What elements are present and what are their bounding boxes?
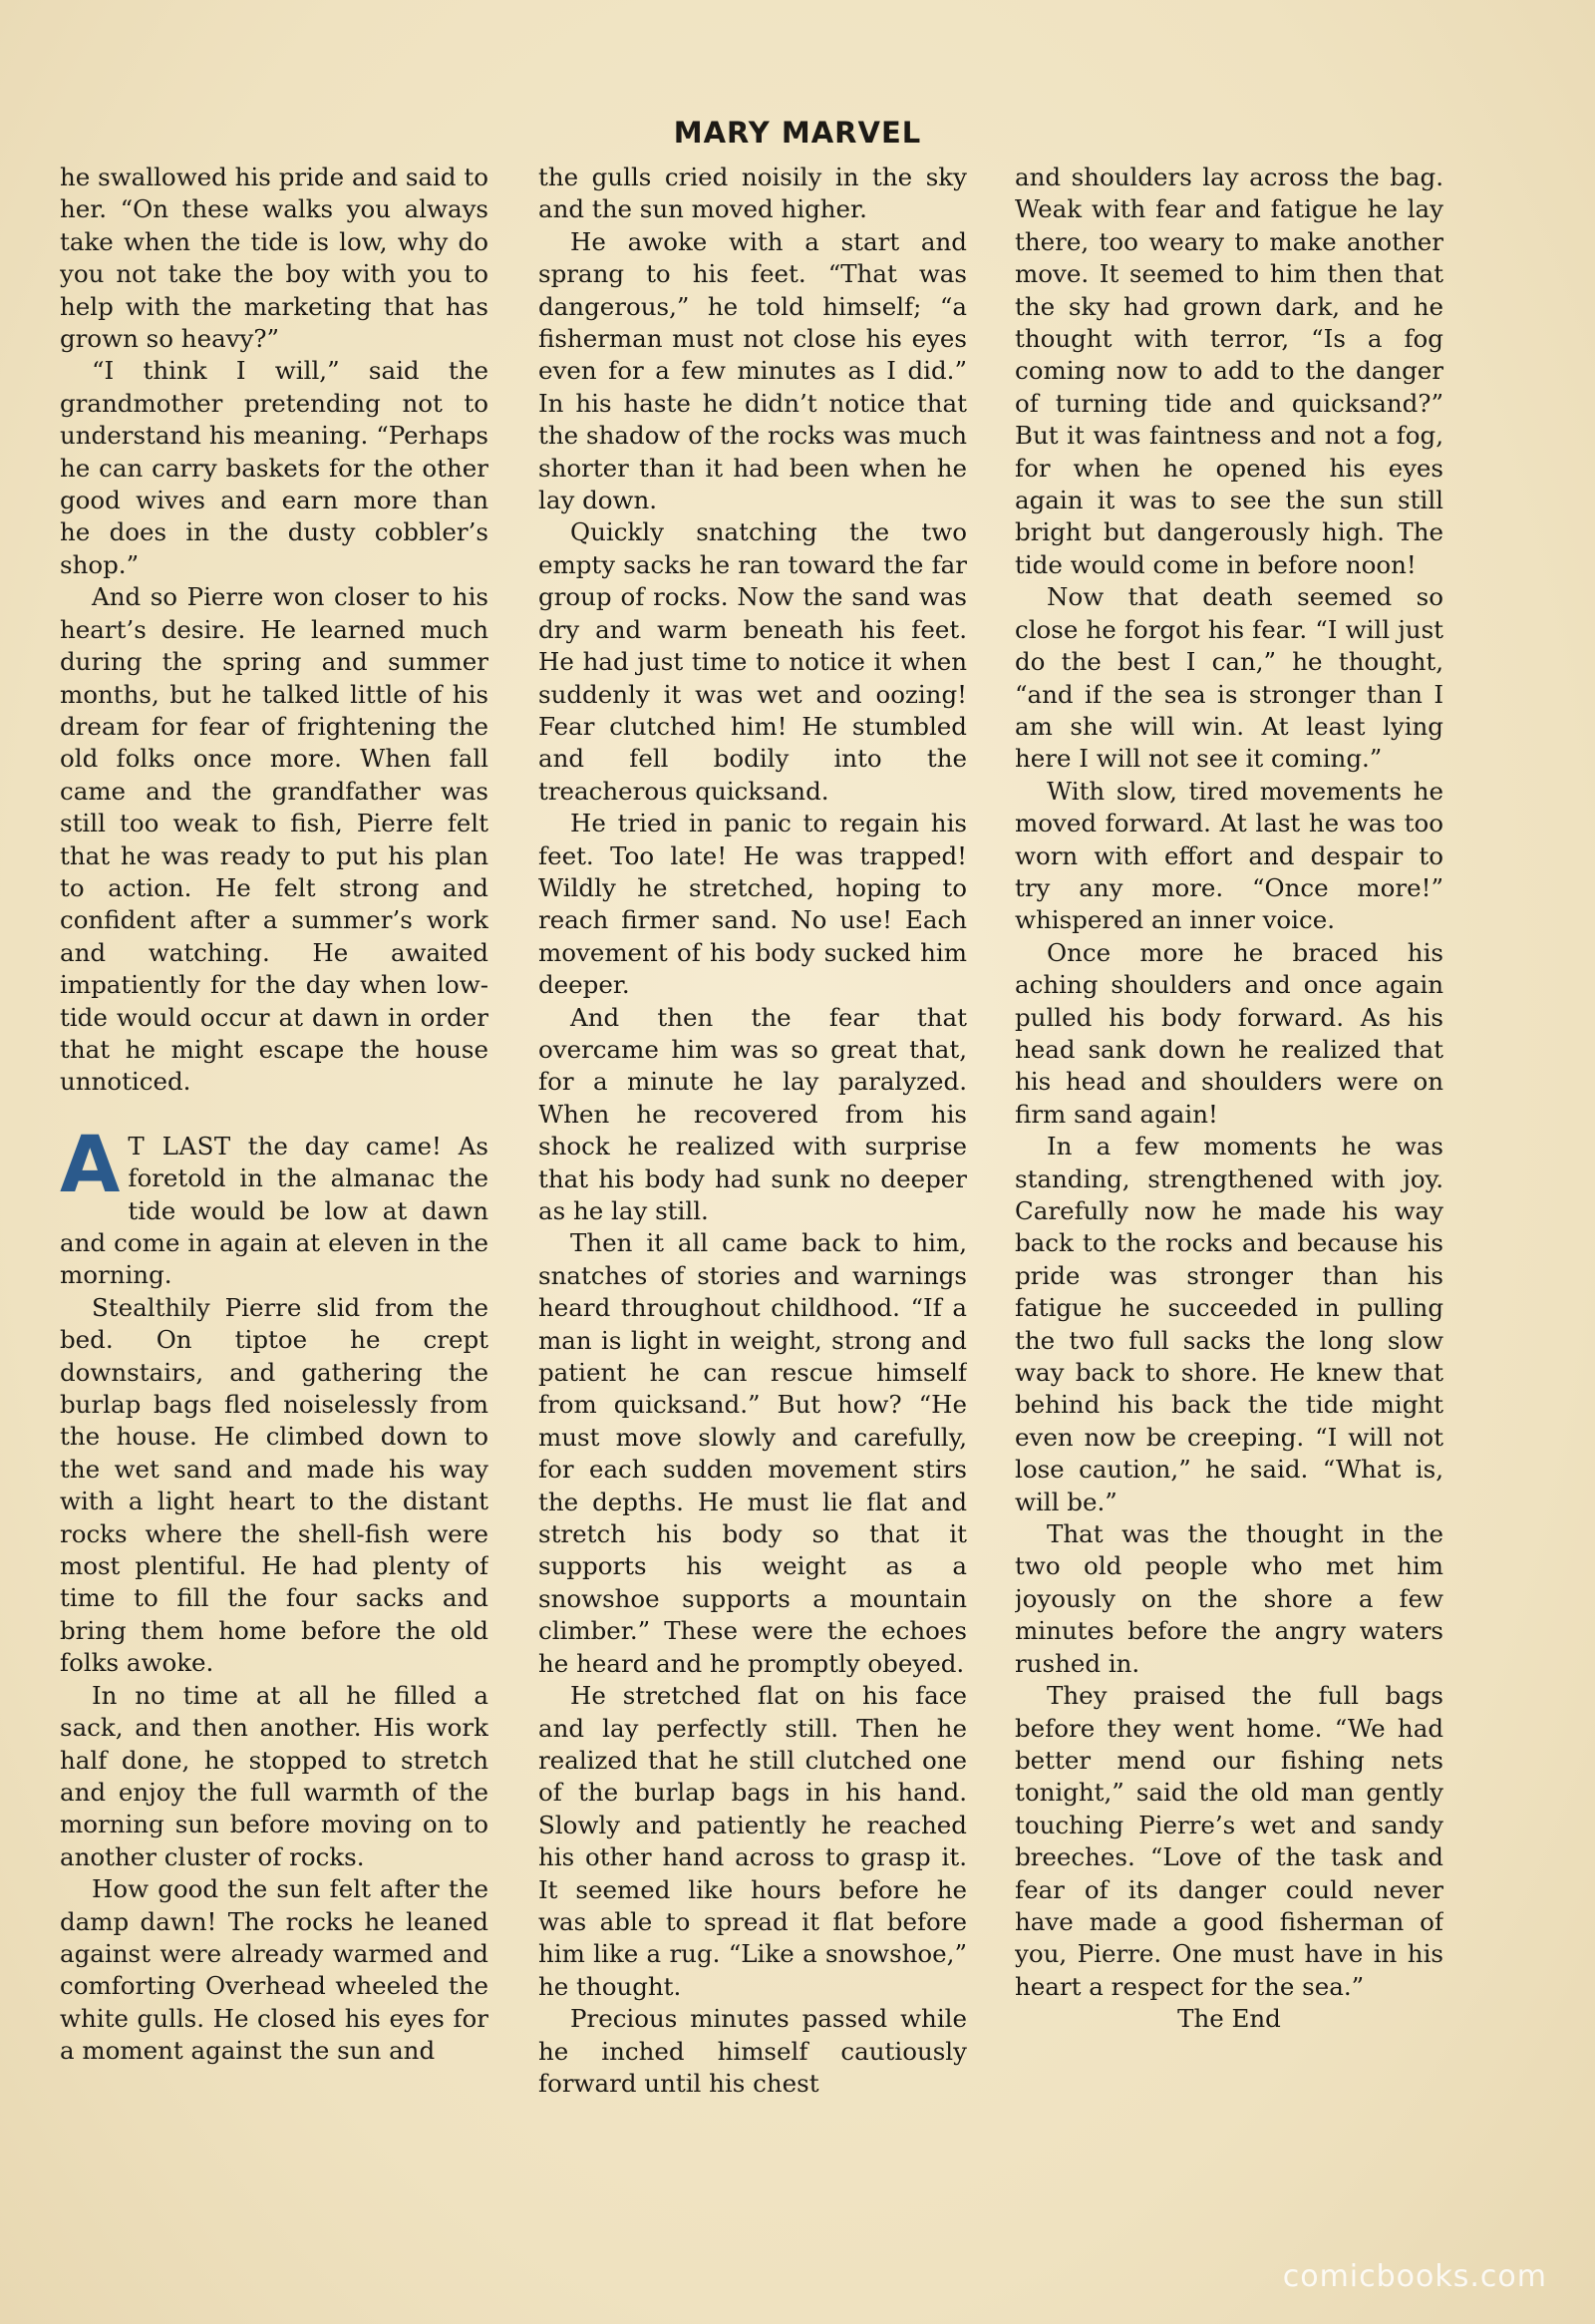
paragraph: And then the fear that overcame him was so great that, for a minute he lay paralyzed. When he recovered from his shock he realized with surprise that his body had sunk no deeper as he lay still. xyxy=(538,1002,967,1225)
site-watermark: comicbooks.com xyxy=(1282,2259,1547,2294)
paragraph: They praised the full bags before they went home. “We had better mend our fishing nets tonight,” said the old man gently touching Pierre’s wet and sandy breeches. “Love of the task and fear of its danger could never have made a good fisherman of you, Pierre. One must have in his heart a respect for the sea.” xyxy=(1015,1681,1443,2001)
paragraph: That was the thought in the two old people who met him joyously on the shore a few minutes before the angry waters rushed in. xyxy=(1015,1519,1443,1678)
paragraph: Once more he braced his aching shoulders and once again pulled his body forward. As his head sank down he realized that his head and shoulders were on firm sand again! xyxy=(1015,937,1443,1129)
paragraph: he swallowed his pride and said to her. “On these walks you always take when the tide is low, why do you not take the boy with you to help with the marketing that has grown so heavy?” xyxy=(60,163,488,354)
paragraph: And so Pierre won closer to his heart’s desire. He learned much during the spring and summer months, but he talked little of his dream for fear of frightening the old folks once more. When fall came and the grandfather was still too weak to fish, Pierre felt that he was ready to put his plan to action. He felt strong and confident after a summer’s work and watching. He awaited impatiently for the day when low-tide would occur at dawn in order that he might escape the house unnoticed. xyxy=(60,582,488,1097)
paragraph: In a few moments he was standing, strengthened with joy. Carefully now he made his way back to the rocks and because his pride was stronger than his fatigue he succeeded in pulling the two full sacks the long slow way back to shore. He knew that behind his back the tide might even now be creeping. “I will not lose caution,” he said. “What is, will be.” xyxy=(1015,1132,1443,1516)
text-column-1 xyxy=(60,162,488,2235)
paragraph-rest: the day came! As foretold in the almanac the tide would be low at dawn and come in again at eleven in the morning. xyxy=(60,1131,488,1290)
paragraph: How good the sun felt after the damp dawn! The rocks he leaned against were already warmed and comforting Overhead wheeled the white gulls. He closed his eyes for a moment against the sun and xyxy=(60,1874,488,2066)
paragraph: the gulls cried noisily in the sky and the sun moved higher. xyxy=(538,163,967,224)
paragraph: In no time at all he filled a sack, and then another. His work half done, he stopped to stretch and enjoy the full warmth of the morning sun before moving on to another cluster of rocks. xyxy=(60,1680,488,1871)
text-column-3 xyxy=(1015,162,1443,2235)
paragraph: and shoulders lay across the bag. Weak with fear and fatigue he lay there, too weary to make another move. It seemed to him then that the sky had grown dark, and he thought with terror, “Is a fog coming now to add to the danger of turning tide and quicksand?” But it was faintness and not a fog, for when he opened his eyes again it was to see the sun still bright but dangerously high. The tide would come in before noon! xyxy=(1015,163,1443,579)
paragraph: “I think I will,” said the grandmother pretending not to understand his meaning. “Perhaps he can carry baskets for the other good wives and earn more than he does in the dusty cobbler’s shop.” xyxy=(60,356,488,579)
paragraph-with-dropcap xyxy=(60,1120,488,1292)
dropcap-lead-text: T LAST xyxy=(128,1131,231,1161)
page-header: MARY MARVEL xyxy=(673,116,922,150)
paragraph: Quickly snatching the two empty sacks he ran toward the far group of rocks. Now the sand was dry and warm beneath his feet. He had just time to notice it when suddenly it was wet and oozing! Fear clutched him! He stumbled and fell bodily into the treacherous quicksand. xyxy=(538,517,967,806)
text-column-2 xyxy=(538,162,967,2235)
drop-cap-letter: A xyxy=(60,1120,121,1210)
paragraph: He stretched flat on his face and lay perfectly still. Then he realized that he still clutched one of the burlap bags in his hand. Slowly and patiently he reached his other hand across to grasp it. It seemed like hours before he was able to spread it flat before him like a rug. “Like a snowshoe,” he thought. xyxy=(538,1681,967,2001)
paragraph: He awoke with a start and sprang to his feet. “That was dangerous,” he told himself; “a fisherman must not close his eyes even for a few minutes as I did.” In his haste he didn’t notice that the shadow of the rocks was much shorter than it had been when he lay down. xyxy=(538,226,967,515)
paragraph: With slow, tired movements he moved forward. At last he was too worn with effort and despair to try any more. “Once more!” whispered an inner voice. xyxy=(1015,776,1443,935)
paragraph: He tried in panic to regain his feet. Too late! He was trapped! Wildly he stretched, hoping to reach firmer sand. No use! Each movement of his body sucked him deeper. xyxy=(538,809,967,1000)
paragraph: Precious minutes passed while he inched himself cautiously forward until his chest xyxy=(538,2004,967,2098)
story-end-label: The End xyxy=(1177,2004,1281,2034)
paragraph: Now that death seemed so close he forgot his fear. “I will just do the best I can,” he thought, “and if the sea is stronger than I am she will win. At least lying here I will not see it coming.” xyxy=(1015,582,1443,774)
paragraph: Then it all came back to him, snatches of stories and warnings heard throughout childhood. “If a man is light in weight, strong and patient he can rescue himself from quicksand.” But how? “He must move slowly and carefully, for each sudden movement stirs the depths. He must lie flat and stretch his body so that it supports his weight as a snowshoe supports a mountain climber.” These were the echoes he heard and he promptly obeyed. xyxy=(538,1228,967,1678)
paragraph: Stealthily Pierre slid from the bed. On tiptoe he crept downstairs, and gathering the burlap bags fled noiselessly from the house. He climbed down to the wet sand and made his way with a light heart to the distant rocks where the shell-fish were most plentiful. He had plenty of time to fill the four sacks and bring them home before the old folks awoke. xyxy=(60,1292,488,1678)
